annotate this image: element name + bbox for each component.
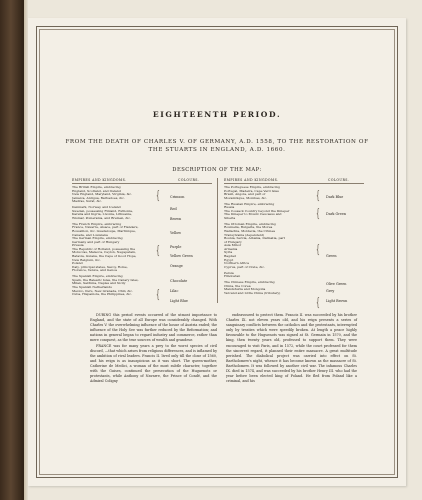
period-subtitle: FROM THE DEATH OF CHARLES V. OF GERMANY, A.D. 1558, TO THE RESTORATION OF THE STUARTS IN ENGLAND, A.D. 1660. xyxy=(65,139,369,153)
left-empires-list xyxy=(72,186,152,297)
empire-entry: China, the Corea xyxy=(224,284,251,288)
empire-entry: Cuba, Hispaniola, the Philippines, &c. xyxy=(72,293,132,297)
map-colour-label: Dark Green xyxy=(326,212,347,216)
map-colour-label: Yellow xyxy=(170,231,182,235)
empire-entry: Jamaica, Antigua, Barbadoes, &c. xyxy=(72,196,125,200)
empire-entry: Roumelia, Bulgaria, the Morea xyxy=(224,226,273,230)
empire-entry: Brazil, Angola, and part of xyxy=(224,193,266,197)
right-colours-header: COLOURS. xyxy=(328,178,350,182)
empire-entry: Prussia xyxy=(72,244,84,248)
empire-entry: The Dnieper to Mount Caucasus and xyxy=(224,213,282,217)
empire-entry: The German Empire, embracing xyxy=(72,237,123,241)
empire-entry: Yarcand and Little China (tributary) xyxy=(224,291,281,295)
empire-entry: The Spanish Netherlands xyxy=(72,286,112,289)
left-colours-header: COLOURS. xyxy=(178,178,200,182)
empire-entry: Karelia and Ingria, Livonia, Lithuania, xyxy=(72,213,132,217)
brace-portuguese: { xyxy=(316,188,320,202)
body-paragraph: endeavoured to protect them. Francis II. was succeeded by his brother Charles IX. not eleven years old, and his reign presents a series of sanguinary conflicts between the catholics and the protestants, interrupted only by treaties which were speedily broken. At length a peace highly favourable to the Huguenots was signed at St. Germain in 1570, and the king, then twenty years old, professed to support them. They were encouraged to visit Paris, and in 1572, while the court professed for them the sincerest regard, it planned their entire massacre. A great multitude perished. The diabolical project was carried into effect on St. Bartholomew's night, whence it has become known as the massacre of St. Bartholomew. It was followed by another civil war. The infamous Charles IX. died in 1574, and was succeeded by his brother Henry III. who had the year before been elected king of Poland. He fled from Poland like a criminal, and his xyxy=(226,313,357,384)
empire-entry: Mandshuria and Mongolia xyxy=(224,288,266,292)
map-colour-label: Orange xyxy=(170,264,183,268)
map-colour-label: Dark Blue xyxy=(326,195,344,199)
empire-entry: Portugal, Madeira, Cape Verd Isles xyxy=(224,189,279,193)
empire-entry: Sweden, possessing Finland, Esthonia, xyxy=(72,209,133,213)
map-description-heading: DESCRIPTION OF THE MAP: xyxy=(172,167,262,173)
right-empires-header: EMPIRES AND KINGDOMS. xyxy=(224,178,279,182)
map-colour-label: Grey xyxy=(326,289,335,293)
empire-entry: Northern Africa xyxy=(224,262,249,266)
body-text-left-column xyxy=(90,313,217,384)
map-colour-label: Chocolate xyxy=(170,279,188,283)
empire-entry: The Spanish Empire, embracing xyxy=(72,275,123,279)
left-header-rule xyxy=(72,183,212,184)
empire-entry: of Hungary xyxy=(224,240,242,244)
empire-entry: The Cossack Country beyond the Dnieper xyxy=(224,209,290,213)
map-colour-label: Red xyxy=(170,207,177,211)
body-paragraph: DURING this period events occurred of the utmost importance to England, and the state of all Europe was considerably changed. With Charles V. the overwhelming influence of the house of Austria ended; the influence of the Holy See was further reduced by the Reformation; and nations in general began to regard industry and commerce, rather than mere conquest, as the true sources of wealth and grandeur. xyxy=(90,313,217,343)
empire-entry: England, Scotland, and Ireland xyxy=(72,189,121,193)
map-colour-label: Olive Green xyxy=(326,282,347,286)
empire-entry: The Portuguese Empire, embracing xyxy=(224,186,280,189)
map-colour-label: Light Blue xyxy=(170,299,188,303)
map-colour-label: Lilac xyxy=(170,289,179,293)
empire-entry: The British Empire, embracing xyxy=(72,186,121,189)
empire-entry: Florence, Venice, and Genoa xyxy=(72,269,117,273)
table-column-divider xyxy=(217,178,218,303)
empire-entry: Syria xyxy=(224,251,233,255)
map-colour-label: Green xyxy=(326,254,337,258)
body-text-right-column xyxy=(226,313,357,384)
brace-french: { xyxy=(156,243,160,257)
empire-entry: Mozambique, Mombas, &c. xyxy=(224,196,267,200)
empire-entry: Cyprus, part of Crete, &c. xyxy=(224,265,265,269)
empire-entry: Denmark, Norway, and Iceland xyxy=(72,206,121,210)
empire-entry: New Belgium, &c. xyxy=(72,258,101,262)
empire-entry: Roussillon, &c. Guadaloupe, Martinique, xyxy=(72,229,136,233)
empire-entry: Hindostan xyxy=(224,275,241,279)
empire-entry: Mexico, Peru, New Granada, Chili, &c. xyxy=(72,289,133,293)
empire-entry: Egypt xyxy=(224,258,234,262)
empire-entry: Canada, and Louisiana xyxy=(72,233,108,237)
empire-entry: New England, Maryland, Virginia, &c. xyxy=(72,193,133,197)
body-paragraph: FRANCE was for many years a prey to the worst species of civil discord, —that which arises from religious differences, and is inflamed by the ambition of rival leaders. Francis II. lived only till the close of 1560, and his reign is as inauspicious as it was short. The queen-mother, Catherine de Medici, a woman of the most subtle character, together with the Guises, continued the persecution of the Huguenots or protestants, while Anthony of Navarre, the Prince of Condé, and the Admiral Coligny xyxy=(90,343,217,384)
empire-entry: Batavia, Guiana, the Cape of Good Hope, xyxy=(72,255,137,259)
empire-entry: Bosnia, Servia, Albania, Dalmatia, part xyxy=(224,237,286,241)
brace-russian: { xyxy=(316,206,320,220)
book-binding xyxy=(0,0,24,500)
empire-entry: Madras, Surat, &c. xyxy=(72,200,102,204)
map-colour-label: Brown xyxy=(170,217,182,221)
empire-entry: The Ottoman Empire, embracing xyxy=(224,222,276,226)
empire-entry: Armenia xyxy=(224,247,238,251)
brace-british: { xyxy=(156,188,160,202)
brace-ottoman: { xyxy=(316,242,320,256)
empire-entry: The Republic of Holland, possessing the xyxy=(72,247,136,251)
empire-entry: Persia xyxy=(224,271,234,275)
empire-entry: Wallachia, Moldavia, the Crimea xyxy=(224,229,275,233)
right-empires-list xyxy=(224,186,308,295)
brace-spanish: { xyxy=(156,287,160,301)
empire-entry: Poland xyxy=(72,262,83,266)
left-empires-header: EMPIRES AND KINGDOMS. xyxy=(72,178,127,182)
empire-entry: Italy, principal states, Savoy, Rome, xyxy=(72,265,128,269)
map-colour-label: Purple xyxy=(170,245,182,249)
empire-entry: Transylvania (dependent) xyxy=(224,233,265,237)
empire-entry: The French Empire, embracing xyxy=(72,222,122,226)
map-colour-label: Light Brown xyxy=(326,299,348,303)
empire-entry: Spain, the Balearic Isles, the Canary Isles, xyxy=(72,278,139,282)
empire-entry: The Chinese Empire, embracing xyxy=(224,281,275,284)
empire-entry: Milan, Sardinia, Naples and Sicily xyxy=(72,282,126,286)
empire-entry: Bagdad xyxy=(224,255,236,259)
empire-entry: Wismar, Pomerania, and Bremen, &c. xyxy=(72,216,131,220)
brace-chinese: { xyxy=(316,295,320,309)
period-title: EIGHTEENTH PERIOD. xyxy=(152,110,282,119)
atlas-page xyxy=(28,18,406,486)
empire-entry: Russia xyxy=(224,206,235,210)
empire-entry: The Russian Empire, embracing xyxy=(224,202,275,206)
empire-entry: France, Navarre, Alsace, part of Flanders, xyxy=(72,226,139,230)
map-colour-label: Crimson xyxy=(170,195,185,199)
empire-entry: Germany and part of Hungary xyxy=(72,240,120,244)
empire-entry: Moluccas, Malacca, Ceylon, Negapatam, xyxy=(72,251,136,255)
right-header-rule xyxy=(224,183,364,184)
map-colour-label: Yellow Green xyxy=(170,254,193,258)
empire-entry: Siberia xyxy=(224,216,236,220)
empire-entry: Asia Minor xyxy=(224,244,242,248)
